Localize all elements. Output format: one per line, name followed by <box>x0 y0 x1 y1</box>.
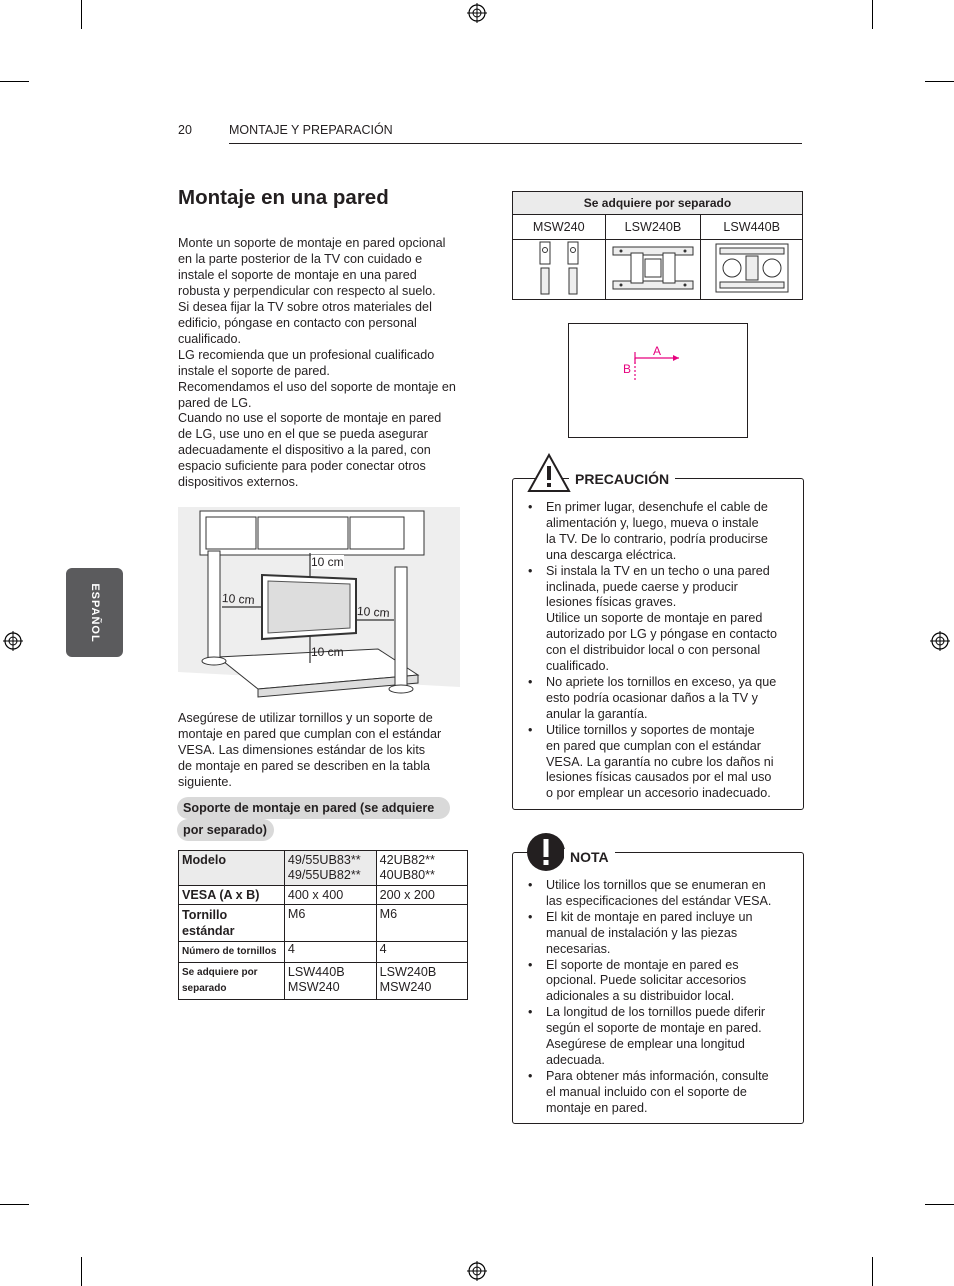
wall-mount-heading-line2: por separado) <box>177 819 274 841</box>
table-row <box>179 963 468 1000</box>
crop-mark <box>81 1257 82 1286</box>
list-item: • La longitud de los tornillos puede diferir según el soporte de montaje en pared. Asegúrese de emplear una longitud adecuada. <box>514 1005 802 1069</box>
table-cell: M6 <box>376 905 467 942</box>
caution-title: PRECAUCIÓN <box>569 471 675 487</box>
table-cell: M6 <box>284 905 376 942</box>
tv-wall-diagram <box>178 507 460 699</box>
lsw240b-bracket-icon <box>609 243 697 293</box>
vesa-paragraph: Asegúrese de utilizar tornillos y un soporte de montaje en pared que cumplan con el estándar VESA. Las dimensiones estándar de los kits de montaje en pared se describen en la tabla siguiente. <box>178 711 442 789</box>
msw240-image-cell <box>513 240 606 300</box>
table-row <box>179 851 468 886</box>
table-header: Se adquiere por separado <box>513 192 803 215</box>
table-cell: 4 <box>284 942 376 963</box>
table-row <box>179 942 468 963</box>
lsw440b-bracket-icon <box>712 242 792 294</box>
crop-mark <box>925 1204 954 1205</box>
intro-paragraph: Monte un soporte de montaje en pared opcional en la parte posterior de la TV con cuidado e instale el soporte de montaje en una pared robusta y perpendicular con respecto al suelo. Si desea fijar la TV sobre otros materiales del edificio, póngase en contacto con personal cualificado. LG recomienda que un profesional cualificado instale el soporte de pared. Recomendamos el uso del soporte de montaje en pared de LG. Cuando no use el soporte de montaje en pared de LG, use uno en el que se pueda asegurar adecuadamente el dispositivo a la pared, con espacio suficiente para poder conectar otros dispositivos externos. <box>178 236 456 490</box>
table-cell: VESA (A x B) <box>179 886 285 905</box>
table-cell: MSW240 <box>513 215 606 240</box>
table-row <box>513 240 803 300</box>
table-cell: Número de tornillos <box>179 942 285 963</box>
list-item: • No apriete los tornillos en exceso, ya que esto podría ocasionar daños a la TV y anular la garantía. <box>514 675 802 723</box>
list-item: • Si instala la TV en un techo o una pared inclinada, puede caerse y producir lesiones físicas graves. Utilice un soporte de montaje en pared autorizado por LG y póngase en contacto con el distribuidor local o con personal cualificado. <box>514 564 802 675</box>
lsw440b-image-cell <box>701 240 803 300</box>
table-row <box>179 905 468 942</box>
note-title: NOTA <box>564 849 615 865</box>
page-title: Montaje en una pared <box>178 186 389 209</box>
warning-icon <box>527 453 571 493</box>
vesa-a-label: A <box>653 344 662 358</box>
table-cell: Modelo <box>179 851 285 886</box>
table-row <box>513 215 803 240</box>
crop-mark <box>0 81 29 82</box>
crop-mark <box>872 0 873 29</box>
separately-sold-table <box>512 191 803 300</box>
list-item: • El kit de montaje en pared incluye un manual de instalación y las piezas necesarias. <box>514 910 802 958</box>
table-cell: Se adquiere por separado <box>179 963 285 1000</box>
clearance-illustration <box>178 507 460 699</box>
table-cell: LSW240B MSW240 <box>376 963 467 1000</box>
wall-mount-heading-line1: Soporte de montaje en pared (se adquiere <box>177 797 450 819</box>
clearance-right-label: 10 cm <box>356 603 391 621</box>
clearance-bottom-label: 10 cm <box>311 645 344 659</box>
table-cell: LSW240B <box>605 215 701 240</box>
table-cell: 4 <box>376 942 467 963</box>
list-item: • Para obtener más información, consulte el manual incluido con el soporte de montaje en pared. <box>514 1069 802 1117</box>
table-cell: 400 x 400 <box>284 886 376 905</box>
registration-mark-icon <box>467 1261 487 1281</box>
vesa-arrows <box>569 324 747 437</box>
crop-mark <box>925 81 954 82</box>
vesa-dimension-diagram <box>568 323 748 438</box>
table-cell: Tornillo estándar <box>179 905 285 942</box>
table-cell: LSW440B <box>701 215 803 240</box>
list-item: • Utilice tornillos y soportes de montaje en pared que cumplan con el estándar VESA. La garantía no cubre los daños ni lesiones físicas causados por el mal uso o por emplear un accesorio inadecuado. <box>514 723 802 803</box>
table-cell: 49/55UB83** 49/55UB82** <box>284 851 376 886</box>
clearance-top-label: 10 cm <box>311 555 344 569</box>
vesa-b-label: B <box>623 362 632 376</box>
crop-mark <box>0 1204 29 1205</box>
crop-mark <box>872 1257 873 1286</box>
registration-mark-icon <box>930 631 950 651</box>
table-cell: LSW440B MSW240 <box>284 963 376 1000</box>
table-row <box>513 192 803 215</box>
language-tab <box>66 568 123 657</box>
note-list <box>514 878 802 1117</box>
table-cell: 200 x 200 <box>376 886 467 905</box>
note-icon <box>526 832 566 872</box>
header-rule <box>229 143 802 144</box>
language-tab-label: ESPAÑOL <box>88 582 101 643</box>
list-item: • El soporte de montaje en pared es opcional. Puede solicitar accesorios adicionales a su distribuidor local. <box>514 958 802 1006</box>
caution-list <box>514 500 802 802</box>
page-number: 20 <box>178 123 192 137</box>
lsw240b-image-cell <box>605 240 701 300</box>
registration-mark-icon <box>467 3 487 23</box>
registration-mark-icon <box>3 631 23 651</box>
table-cell: 42UB82** 40UB80** <box>376 851 467 886</box>
list-item: • Utilice los tornillos que se enumeran en las especificaciones del estándar VESA. <box>514 878 802 910</box>
list-item: • En primer lugar, desenchufe el cable de alimentación y, luego, mueva o instale la TV. De lo contrario, podría producirse una descarga eléctrica. <box>514 500 802 564</box>
wall-mount-spec-table <box>178 850 468 1000</box>
msw240-bracket-icon <box>524 240 594 296</box>
table-row <box>179 886 468 905</box>
clearance-left-label: 10 cm <box>221 590 256 608</box>
section-title: MONTAJE Y PREPARACIÓN <box>229 123 393 137</box>
crop-mark <box>81 0 82 29</box>
